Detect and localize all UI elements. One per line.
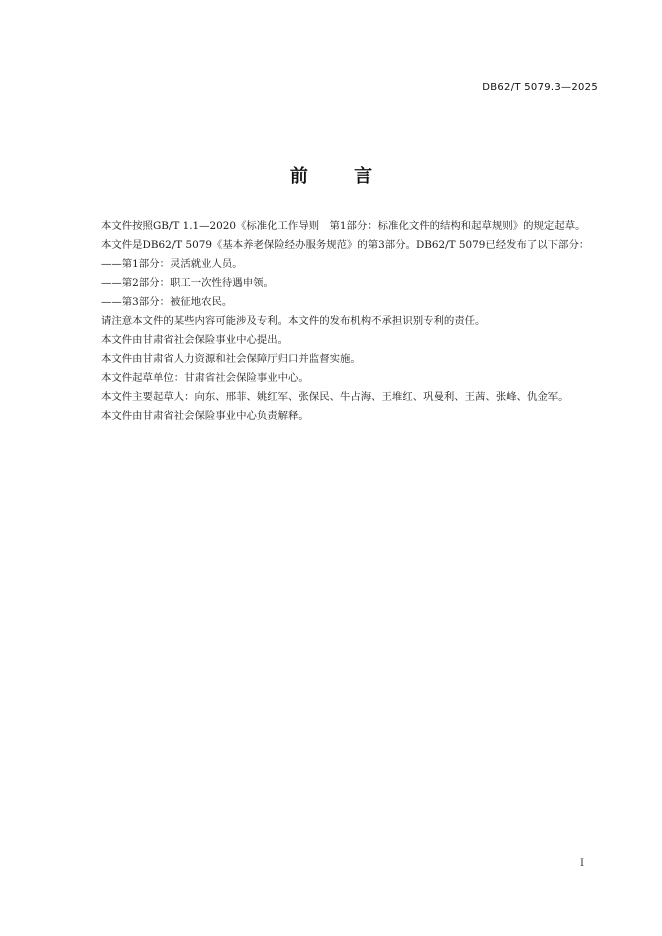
paragraph-supervisor: 本文件由甘肃省人力资源和社会保障厅归口并监督实施。 [101,353,361,365]
paragraph-drafting-rules: 本文件按照GB/T 1.1—2020《标准化工作导则 第1部分：标准化文件的结构和起草规则》的规定起草。 [101,220,586,232]
list-item-part-3: ——第3部分：被征地农民。 [101,296,233,308]
paragraph-interpretation: 本文件由甘肃省社会保险事业中心负责解释。 [101,410,309,422]
paragraph-patent-notice: 请注意本文件的某些内容可能涉及专利。本文件的发布机构不承担识别专利的责任。 [101,315,486,327]
page-title: 前 言 [289,166,393,187]
foreword-body [80,217,604,426]
list-item-part-2: ——第2部分：职工一次性待遇申领。 [101,277,274,289]
paragraph-proposer: 本文件由甘肃省社会保险事业中心提出。 [101,334,289,346]
paragraph-drafting-unit: 本文件起草单位：甘肃省社会保险事业中心。 [101,372,309,384]
paragraph-series-intro: 本文件是DB62/T 5079《基本养老保险经办服务规范》的第3部分。DB62/T 5079已经发布了以下部分： [101,239,590,251]
document-code: DB62/T 5079.3—2025 [482,82,598,93]
page-number: I [580,858,584,869]
list-item-part-1: ——第1部分：灵活就业人员。 [101,258,243,270]
paragraph-drafters: 本文件主要起草人：向东、邢菲、姚红军、张保民、牛占海、王堆红、巩曼利、王茜、张峰、仇金军。 [101,391,569,403]
